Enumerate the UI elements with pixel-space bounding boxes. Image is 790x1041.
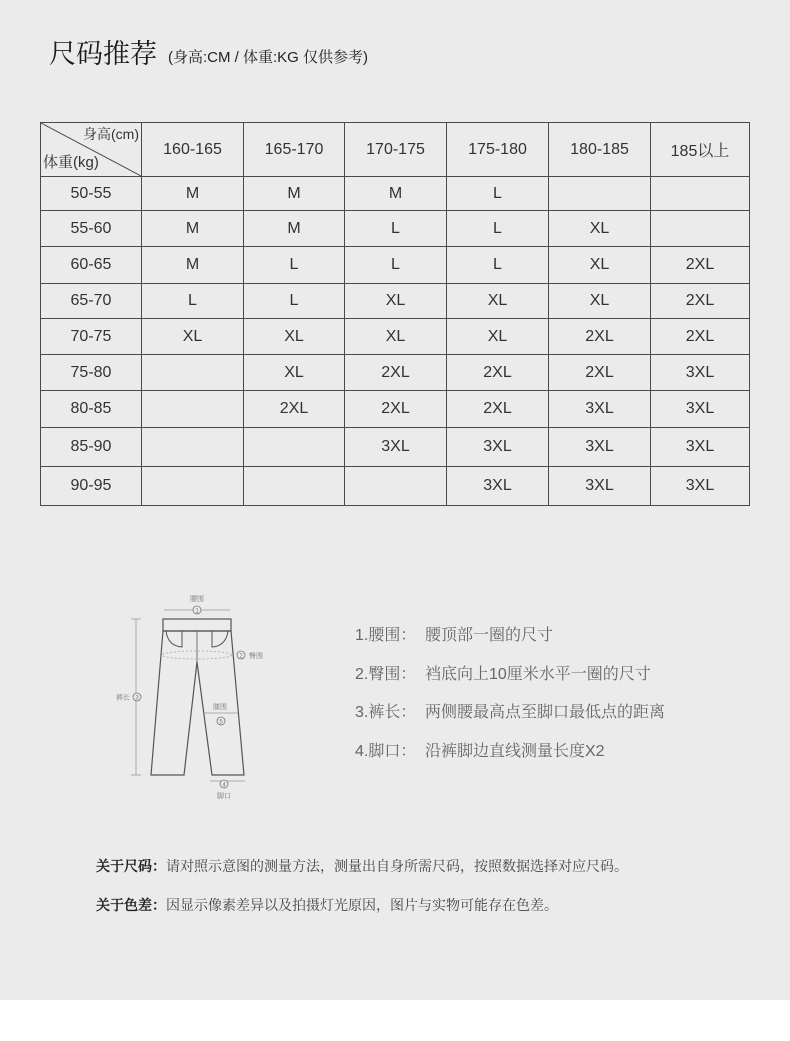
weight-range-cell: 80-85 — [41, 391, 142, 428]
table-row — [41, 428, 750, 467]
size-cell: XL — [142, 319, 244, 355]
size-cell: 3XL — [549, 467, 651, 506]
table-row — [41, 355, 750, 391]
size-cell: L — [142, 284, 244, 319]
size-cell: XL — [549, 211, 651, 247]
pants-outline — [151, 631, 244, 775]
note-label: 关于尺码： — [96, 858, 166, 874]
size-cell — [651, 177, 750, 211]
weight-range-cell: 70-75 — [41, 319, 142, 355]
measurement-text: 沿裤脚边直线测量长度X2 — [425, 743, 605, 761]
size-cell — [142, 355, 244, 391]
size-cell: 2XL — [447, 391, 549, 428]
weight-range-cell: 50-55 — [41, 177, 142, 211]
table-row — [41, 177, 750, 211]
measurement-item-waist — [355, 624, 665, 663]
size-cell: 3XL — [651, 355, 750, 391]
size-cell: XL — [345, 284, 447, 319]
size-cell: XL — [549, 284, 651, 319]
size-cell: L — [447, 211, 549, 247]
height-axis-label: 身高(cm) — [83, 126, 139, 142]
note-text: 因显示像素差异以及拍摄灯光原因，图片与实物可能存在色差。 — [166, 897, 558, 913]
size-cell: 2XL — [651, 284, 750, 319]
hem-label: 脚口 — [217, 793, 231, 800]
measurement-label: 1.腰围： — [355, 627, 417, 644]
size-cell — [142, 467, 244, 506]
waist-marker-number: 1 — [195, 608, 199, 615]
size-cell: L — [345, 211, 447, 247]
size-cell: XL — [345, 319, 447, 355]
size-cell: XL — [447, 284, 549, 319]
size-cell: 2XL — [447, 355, 549, 391]
page-title: 尺码推荐 — [49, 39, 157, 69]
size-cell: XL — [447, 319, 549, 355]
size-cell — [651, 211, 750, 247]
table-body — [41, 177, 750, 506]
table-corner-cell — [41, 123, 142, 177]
height-range-header: 160-165 — [142, 123, 244, 177]
size-cell — [244, 428, 345, 467]
note-label: 关于色差： — [96, 897, 166, 913]
hem-marker-number: 4 — [222, 782, 226, 789]
table-header-row — [41, 123, 750, 177]
size-cell: L — [447, 177, 549, 211]
size-cell: 2XL — [345, 391, 447, 428]
size-cell: 2XL — [345, 355, 447, 391]
size-cell: L — [345, 247, 447, 284]
measurement-label: 2.臀围： — [355, 665, 417, 683]
table-row — [41, 319, 750, 355]
knee-label: 膝围 — [213, 704, 227, 711]
right-pocket — [212, 631, 228, 647]
size-cell: 3XL — [651, 467, 750, 506]
size-cell: 2XL — [651, 319, 750, 355]
measurement-guide — [355, 624, 665, 779]
weight-range-cell: 90-95 — [41, 467, 142, 506]
size-cell: 3XL — [345, 428, 447, 467]
pants-diagram — [100, 590, 280, 805]
weight-range-cell: 75-80 — [41, 355, 142, 391]
size-cell: 3XL — [549, 391, 651, 428]
measurement-item-hem — [355, 740, 665, 779]
height-range-header: 175-180 — [447, 123, 549, 177]
size-cell — [142, 428, 244, 467]
size-cell: 3XL — [549, 428, 651, 467]
hip-marker-number: 2 — [239, 653, 243, 660]
size-cell: 2XL — [549, 355, 651, 391]
size-cell: 3XL — [447, 428, 549, 467]
table-row — [41, 284, 750, 319]
weight-range-cell: 60-65 — [41, 247, 142, 284]
size-cell: M — [142, 177, 244, 211]
height-range-header: 170-175 — [345, 123, 447, 177]
size-cell: 2XL — [549, 319, 651, 355]
size-cell: M — [244, 211, 345, 247]
size-cell: XL — [549, 247, 651, 284]
measurement-text: 两侧腰最高点至脚口最低点的距离 — [425, 704, 666, 722]
waistband — [163, 619, 231, 631]
height-range-header: 165-170 — [244, 123, 345, 177]
size-cell: L — [244, 284, 345, 319]
weight-range-cell: 65-70 — [41, 284, 142, 319]
measurement-item-hip — [355, 663, 665, 702]
size-cell: L — [447, 247, 549, 284]
table-row — [41, 467, 750, 506]
length-marker-number: 3 — [135, 695, 139, 702]
note-size — [96, 856, 628, 895]
size-cell: L — [244, 247, 345, 284]
size-cell: M — [345, 177, 447, 211]
size-cell: M — [244, 177, 345, 211]
height-range-header: 180-185 — [549, 123, 651, 177]
size-cell — [244, 467, 345, 506]
size-cell: 3XL — [651, 391, 750, 428]
weight-axis-label: 体重(kg) — [43, 154, 99, 171]
page-subtitle: (身高:CM / 体重:KG 仅供参考) — [168, 49, 368, 66]
size-cell — [549, 177, 651, 211]
size-cell — [142, 391, 244, 428]
weight-range-cell: 85-90 — [41, 428, 142, 467]
size-cell: 2XL — [651, 247, 750, 284]
size-cell: 3XL — [651, 428, 750, 467]
size-chart-table — [40, 122, 750, 506]
size-cell: M — [142, 211, 244, 247]
waist-label: 腰围 — [190, 596, 204, 603]
measurement-text: 腰顶部一圈的尺寸 — [425, 627, 554, 644]
size-cell: 3XL — [447, 467, 549, 506]
size-cell — [345, 467, 447, 506]
table-row — [41, 211, 750, 247]
size-cell: 2XL — [244, 391, 345, 428]
measurement-label: 3.裤长： — [355, 704, 417, 722]
knee-marker-number: 5 — [219, 719, 223, 726]
note-text: 请对照示意图的测量方法，测量出自身所需尺码，按照数据选择对应尺码。 — [166, 858, 628, 874]
left-pocket — [166, 631, 182, 647]
notes-section — [96, 856, 628, 934]
note-color — [96, 895, 628, 934]
size-cell: XL — [244, 355, 345, 391]
table-row — [41, 391, 750, 428]
weight-range-cell: 55-60 — [41, 211, 142, 247]
hip-label: 臀围 — [249, 653, 263, 660]
size-cell: M — [142, 247, 244, 284]
table-row — [41, 247, 750, 284]
height-range-header: 185以上 — [651, 123, 750, 177]
measurement-text: 裆底向上10厘米水平一圈的尺寸 — [425, 665, 651, 683]
measurement-item-length — [355, 701, 665, 740]
size-cell: XL — [244, 319, 345, 355]
length-label: 裤长 — [116, 694, 130, 702]
measurement-label: 4.脚口： — [355, 743, 417, 761]
